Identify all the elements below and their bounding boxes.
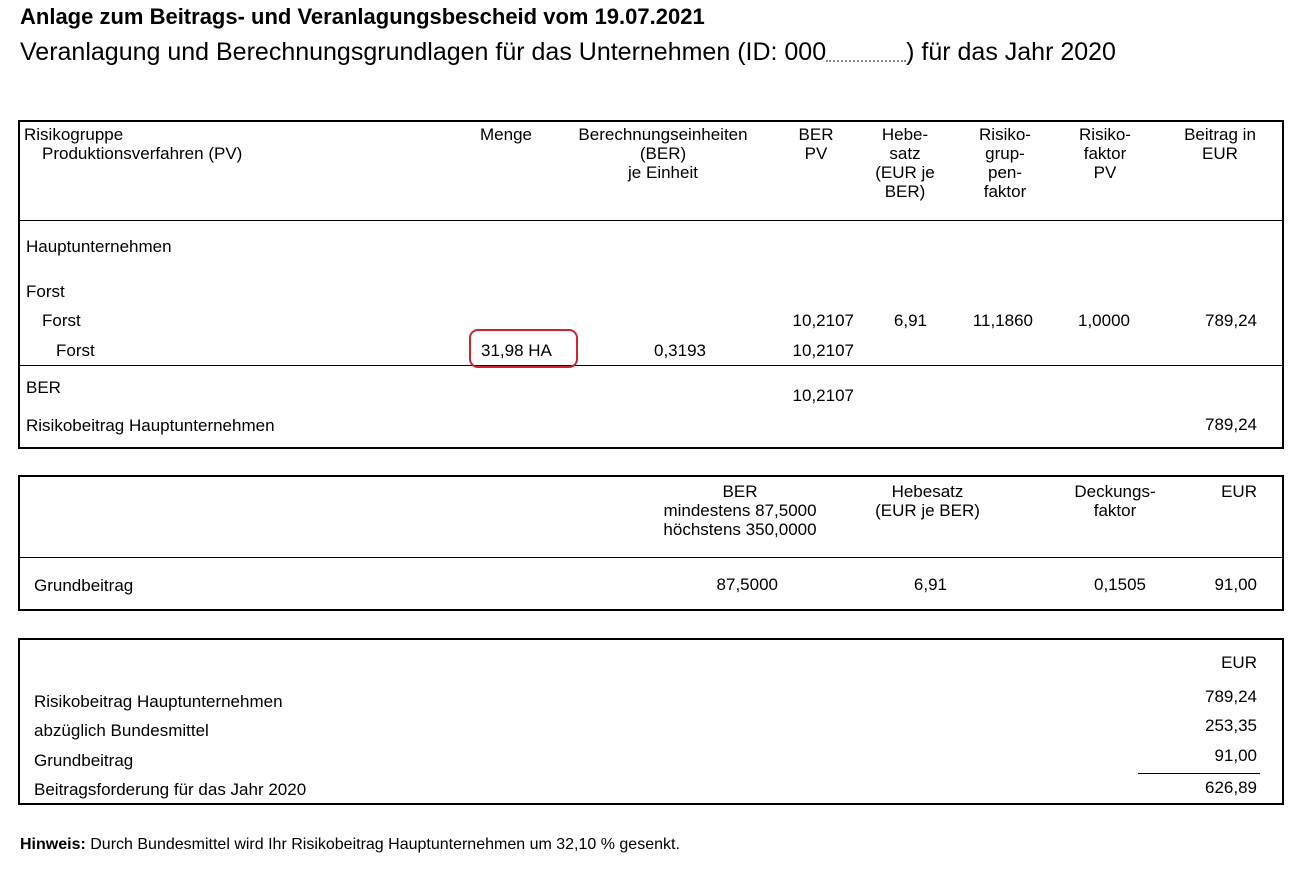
header-produktionsverfahren: Produktionsverfahren (PV): [42, 144, 243, 163]
header-line: pen-: [987, 163, 1023, 182]
header-line: PV: [1093, 163, 1117, 182]
summary-row-value: 91,00: [1214, 746, 1257, 765]
summary-row-value: 253,35: [1205, 716, 1257, 735]
summary-row-value: 789,24: [1205, 687, 1257, 706]
header-line: BER): [884, 182, 926, 201]
grundbeitrag-deckungsfaktor: 0,1505: [1094, 575, 1146, 594]
table-divider: [19, 220, 1283, 221]
header-line: Hebe-: [881, 125, 929, 144]
header-deckungsfaktor: [1055, 482, 1175, 520]
row-ber-value: 10,2107: [792, 386, 854, 405]
header-risikogruppenfaktor: [960, 125, 1050, 201]
subtitle-tail: ) für das Jahr 2020: [906, 38, 1116, 66]
row-risikobeitrag-value: 789,24: [1205, 415, 1257, 434]
summary-row-label: Grundbeitrag: [34, 751, 134, 770]
grundbeitrag-hebesatz: 6,91: [913, 575, 947, 594]
header-line: BER: [798, 125, 834, 144]
row-forst-ber-pv: 10,2107: [792, 311, 854, 330]
header-line: Hebesatz: [891, 482, 964, 501]
row-forst-risikogruppenfaktor: 11,1860: [972, 311, 1033, 330]
section-hauptunternehmen: Hauptunternehmen: [26, 237, 172, 256]
hinweis-note: [20, 836, 680, 854]
header-line: Risiko-: [979, 125, 1031, 144]
summary-row-label: Risikobeitrag Hauptunternehmen: [34, 692, 283, 711]
sum-underline: [1138, 773, 1260, 774]
header-risikofaktor: [1060, 125, 1150, 182]
mindestens-label: mindestens: [663, 501, 751, 520]
header-eur-2: EUR: [1221, 482, 1257, 501]
header-hebesatz: [860, 125, 950, 201]
header-line: Deckungs-: [1074, 482, 1156, 501]
header-line: Risiko-: [1079, 125, 1131, 144]
hoechstens-value: 350,0000: [745, 520, 817, 539]
header-line: [640, 501, 840, 520]
header-line: faktor: [1083, 144, 1127, 163]
header-line: satz: [889, 144, 921, 163]
row-forst-risikofaktor: 1,0000: [1078, 311, 1130, 330]
summary-row-label: abzüglich Bundesmittel: [34, 721, 209, 740]
summary-total-label: Beitragsforderung für das Jahr 2020: [34, 780, 307, 799]
row-ber-label: BER: [26, 378, 61, 397]
header-line: (EUR je: [875, 163, 935, 182]
header-line: (EUR je BER): [875, 501, 980, 520]
header-line: Berechnungseinheiten: [578, 125, 748, 144]
header-line: [640, 520, 840, 539]
row-forst-sub-menge: 31,98 HA: [481, 341, 552, 360]
row-forst-sub-label: Forst: [56, 341, 95, 360]
header-ber-je-einheit: [560, 125, 766, 182]
header-line: EUR: [1202, 144, 1238, 163]
row-forst-beitrag: 789,24: [1205, 311, 1257, 330]
group-forst: Forst: [26, 282, 65, 301]
redacted-id: [826, 40, 906, 62]
row-forst-hebesatz: 6,91: [893, 311, 927, 330]
header-risikogruppe: Risikogruppe: [24, 125, 124, 144]
document-subtitle: [20, 35, 1250, 70]
header-hebesatz-2: [855, 482, 1000, 520]
row-forst-sub-ber-pv: 10,2107: [792, 341, 854, 360]
grundbeitrag-eur: 91,00: [1214, 575, 1257, 594]
header-beitrag: [1170, 125, 1270, 163]
header-ber-pv: [786, 125, 846, 163]
header-line: faktor: [983, 182, 1027, 201]
header-line: je Einheit: [628, 163, 698, 182]
hoechstens-label: höchstens: [663, 520, 741, 539]
row-forst-sub-ber-je-einheit: 0,3193: [654, 341, 706, 360]
header-line: BER: [722, 482, 758, 501]
header-line: faktor: [1093, 501, 1137, 520]
header-line: PV: [804, 144, 828, 163]
row-risikobeitrag-label: Risikobeitrag Hauptunternehmen: [26, 416, 275, 435]
header-line: grup-: [985, 144, 1025, 163]
header-line: (BER): [639, 144, 687, 163]
hinweis-text: Durch Bundesmittel wird Ihr Risikobeitrag Hauptunternehmen um 32,10 % gesenkt.: [90, 836, 680, 853]
header-ber-range: [640, 482, 840, 539]
document-title: Anlage zum Beitrags- und Veranlagungsbescheid vom 19.07.2021: [20, 4, 705, 29]
grundbeitrag-ber: 87,5000: [716, 575, 778, 594]
table-divider: [19, 557, 1283, 558]
table-divider: [19, 365, 1283, 366]
summary-header-eur: EUR: [1221, 653, 1257, 672]
mindestens-value: 87,5000: [755, 501, 817, 520]
row-forst-label: Forst: [42, 311, 81, 330]
grundbeitrag-label: Grundbeitrag: [34, 576, 134, 595]
summary-total-value: 626,89: [1205, 778, 1257, 797]
header-menge: Menge: [480, 125, 532, 144]
header-line: Beitrag in: [1184, 125, 1256, 144]
subtitle-text: Veranlagung und Berechnungsgrundlagen für das Unternehmen (ID: 000: [20, 38, 827, 66]
hinweis-label: Hinweis:: [20, 836, 86, 853]
